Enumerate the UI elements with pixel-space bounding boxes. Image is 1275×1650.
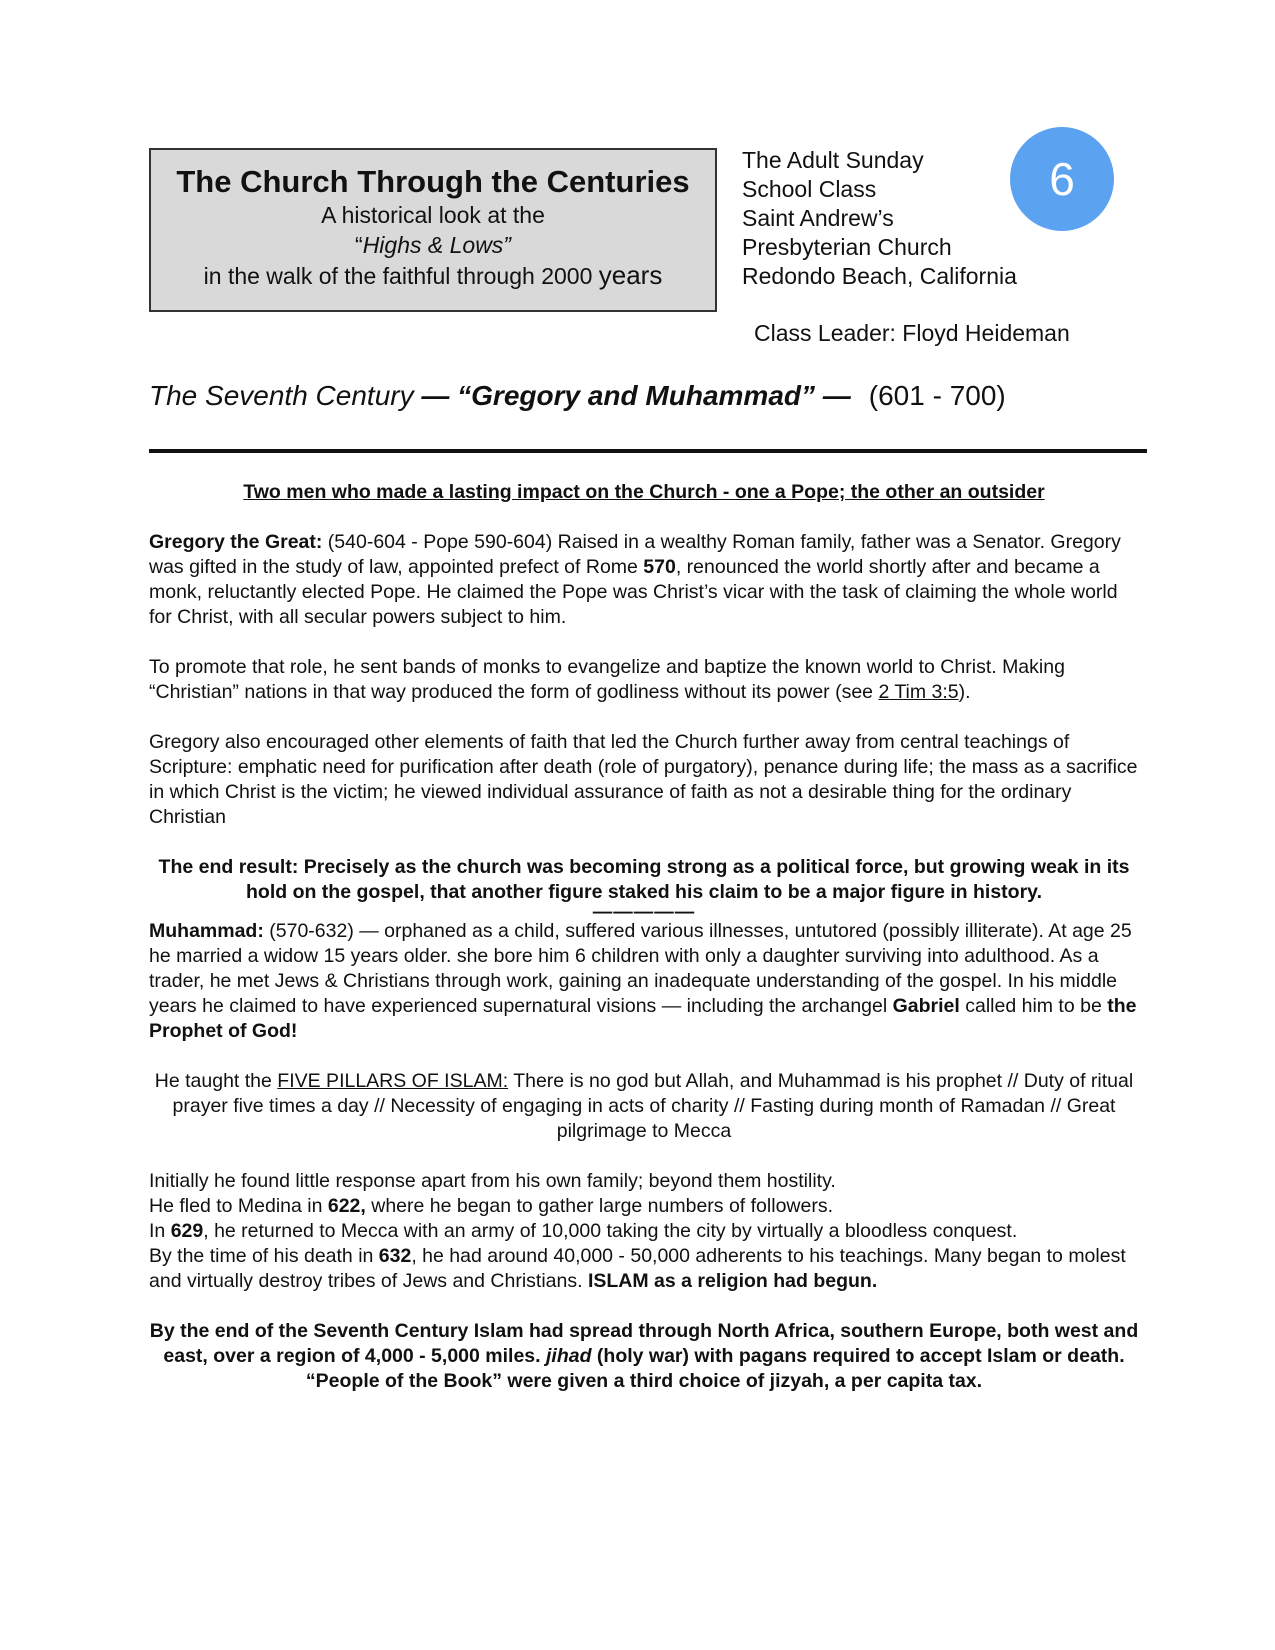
gregory-paragraph-3: Gregory also encouraged other elements of faith that led the Church further away from central teachings of Scripture: emphatic need for purification after death (role of purgatory), penance during life; the mass as a sacrifice in which Christ is the victim; he viewed individual assurance of faith as not a desirable thing for the ordinary Christian xyxy=(149,731,1138,828)
main-content xyxy=(149,480,1139,1419)
history-line-4-b: , he had around 40,000 - 50,000 adherents to his teachings. Many began to molest and virtually destroy tribes of Jews and Christians. xyxy=(149,1245,1126,1292)
gregory-name: Gregory the Great: xyxy=(149,531,323,553)
scripture-reference-link[interactable]: 2 Tim 3:5 xyxy=(878,681,959,703)
class-info-line: The Adult Sunday xyxy=(742,147,924,173)
class-info-line: Saint Andrew’s xyxy=(742,205,894,231)
muhammad-paragraph-1 xyxy=(149,919,1139,1044)
history-line-1: Initially he found little response apart from his own family; beyond them hostility. xyxy=(149,1170,836,1192)
five-pillars-label: FIVE PILLARS OF ISLAM: xyxy=(277,1070,509,1092)
history-line-3-b: , he returned to Mecca with an army of 10,000 taking the city by virtually a bloodless conquest. xyxy=(203,1220,1018,1242)
five-pillars-paragraph xyxy=(149,1069,1139,1144)
subtitle-highs-lows: Highs & Lows” xyxy=(362,232,511,258)
gabriel-name: Gabriel xyxy=(892,995,960,1017)
title-box xyxy=(149,148,717,312)
history-line-2-a: He fled to Medina in xyxy=(149,1195,328,1217)
closing-text-b: (holy war) with pagans required to accept Islam or death. “People of the Book” were given a third choice of jizyah, a per capita tax. xyxy=(305,1345,1125,1392)
century-years: (601 - 700) xyxy=(868,380,1006,411)
subtitle-line-3 xyxy=(151,260,715,291)
gregory-paragraph-2 xyxy=(149,655,1139,705)
history-year-622: 622, xyxy=(327,1195,366,1217)
history-year-629: 629 xyxy=(170,1220,204,1242)
pillars-text-b: There is no god but Allah, and Muhammad is his prophet // Duty of ritual prayer five times a day // Necessity of engaging in acts of charity // Fasting during month of Ramadan // Great pilgrimage to Mecca xyxy=(172,1070,1134,1142)
century-title: — “Gregory and Muhammad” — xyxy=(421,380,851,411)
muhammad-text-b: called him to be xyxy=(959,995,1108,1017)
century-label: The Seventh Century xyxy=(149,380,422,411)
class-info-line: Presbyterian Church xyxy=(742,234,952,260)
class-info-line: School Class xyxy=(742,176,877,202)
subtitle-years: years xyxy=(598,260,663,290)
gregory-paragraph-1 xyxy=(149,530,1139,630)
end-result-paragraph: The end result: Precisely as the church was becoming strong as a political force, but growing weak in its hold on the gospel, that another figure staked his claim to be a major figure in history. xyxy=(158,856,1130,903)
jihad-term: jihad xyxy=(545,1345,592,1367)
history-line-2-b: where he began to gather large numbers of followers. xyxy=(365,1195,834,1217)
pillars-text-a: He taught the xyxy=(154,1070,278,1092)
muhammad-text-a: (570-632) — orphaned as a child, suffered various illnesses, untutored (possibly illiterate). At age 25 he married a widow 15 years older. she bore him 6 children with only a daughter surviving into adulthood. As a trader, he met Jews & Christians through work, gaining an inadequate understanding of the gospel. In his middle years he claimed to have experienced supernatural visions — including the archangel xyxy=(149,920,1132,1017)
horizontal-rule xyxy=(149,449,1147,453)
gregory-p2-text-b: ). xyxy=(958,681,971,703)
class-info xyxy=(742,146,1017,291)
history-year-632: 632 xyxy=(378,1245,412,1267)
subtitle-line-2 xyxy=(151,230,715,260)
muhammad-name: Muhammad: xyxy=(149,920,264,942)
lesson-number-badge: 6 xyxy=(1010,127,1114,231)
gregory-p2-text-a: To promote that role, he sent bands of monks to evangelize and baptize the known world to Christ. Making “Christian” nations in that way produced the form of godliness without its power (see xyxy=(149,656,1065,703)
history-line-3-a: In xyxy=(149,1220,171,1242)
gregory-year: 570 xyxy=(643,556,676,578)
century-heading xyxy=(149,380,1006,412)
subtitle-open-quote: “ xyxy=(355,232,363,258)
history-line-4-a: By the time of his death in xyxy=(149,1245,379,1267)
class-leader: Class Leader: Floyd Heideman xyxy=(754,320,1070,346)
gregory-text-b: , renounced the world shortly after and became a monk, reluctantly elected Pope. He claimed the Pope was Christ’s vicar with the task of claiming the whole world for Christ, with all secular powers subject to him. xyxy=(149,556,1118,628)
islam-began: ISLAM as a religion had begun. xyxy=(587,1270,878,1292)
page-title: The Church Through the Centuries xyxy=(176,164,690,199)
subtitle-line-3-text: in the walk of the faithful through 2000 xyxy=(203,263,599,289)
closing-paragraph xyxy=(149,1319,1139,1394)
subtitle-line-1: A historical look at the xyxy=(321,202,545,228)
prophet-of-god: the Prophet of God! xyxy=(149,995,1137,1042)
separator-dashes: ————— xyxy=(592,901,696,923)
section-heading: Two men who made a lasting impact on the Church - one a Pope; the other an outsider xyxy=(243,481,1045,503)
class-info-line: Redondo Beach, California xyxy=(742,263,1017,289)
gregory-text-a: (540-604 - Pope 590-604) Raised in a wealthy Roman family, father was a Senator. Gregory was gifted in the study of law, appointed prefect of Rome xyxy=(149,531,1121,578)
closing-text-a: By the end of the Seventh Century Islam had spread through North Africa, southern Europe, both west and east, over a region of 4,000 - 5,000 miles. xyxy=(149,1320,1139,1367)
history-paragraph xyxy=(149,1169,1139,1294)
